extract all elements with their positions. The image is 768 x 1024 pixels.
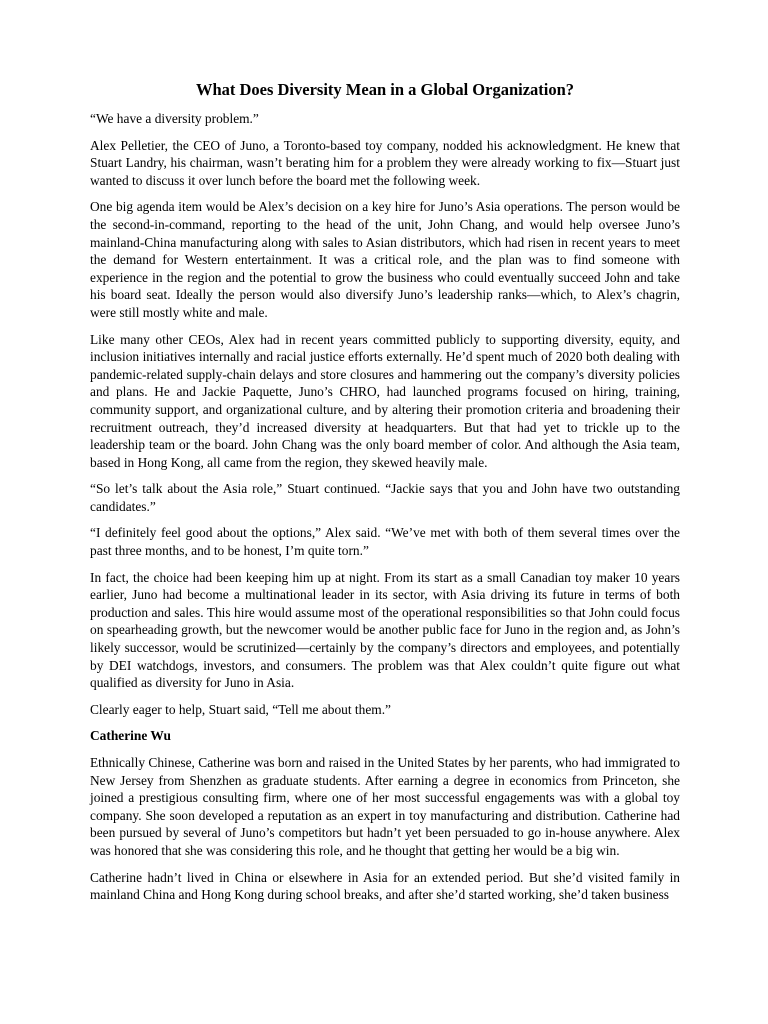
paragraph: In fact, the choice had been keeping him up at night. From its start as a small Canadian toy maker 10 years earlier, Juno had become a multinational leader in its sector, with Asia driving its future in terms of both production and sales. This hire would assume most of the operational responsibilities so that John could focus on spearheading growth, but the newcomer would be another public face for Juno in the region and, as John’s likely successor, would be scrutinized—certainly by the company’s directors and employees, and potentially by DEI watchdogs, investors, and consumers. The problem was that Alex couldn’t quite figure out what qualified as diversity for Juno in Asia.	[90, 569, 680, 691]
paragraph: Ethnically Chinese, Catherine was born and raised in the United States by her parents, who had immigrated to New Jersey from Shenzhen as graduate students. After earning a degree in economics from Princeton, she joined a prestigious consulting firm, where one of her most successful engagements was with a global toy company. She soon developed a reputation as an expert in toy manufacturing and distribution. Catherine had been pursued by several of Juno’s competitors but hadn’t yet been persuaded to go in-house anywhere. Alex was honored that she was considering this role, and he thought that getting her would be a big win.	[90, 755, 680, 858]
paragraph: “So let’s talk about the Asia role,” Stuart continued. “Jackie says that you and John have two outstanding candidates.”	[90, 481, 680, 514]
document-body	[90, 110, 680, 913]
document-page	[90, 0, 680, 1024]
document-title: What Does Diversity Mean in a Global Organization?	[195, 80, 575, 99]
paragraph: Clearly eager to help, Stuart said, “Tell me about them.”	[90, 701, 391, 717]
section-heading: Catherine Wu	[90, 728, 171, 744]
paragraph: Catherine hadn’t lived in China or elsewhere in Asia for an extended period. But she’d visited family in mainland China and Hong Kong during school breaks, and after she’d started working, she’d taken business	[90, 869, 680, 903]
paragraph: Like many other CEOs, Alex had in recent years committed publicly to supporting diversity, equity, and inclusion initiatives internally and racial justice efforts externally. He’d spent much of 2020 both dealing with pandemic-related supply-chain delays and store closures and hammering out the company’s diversity policies and plans. He and Jackie Paquette, Juno’s CHRO, had launched programs focused on hiring, training, community support, and organizational culture, and by altering their promotion criteria and broadening their recruitment outreach, they’d increased diversity at headquarters. But that had yet to trickle up to the leadership team or the board. John Chang was the only board member of color. And although the Asia team, based in Hong Kong, all came from the region, they skewed heavily male.	[90, 331, 680, 470]
paragraph: “I definitely feel good about the options,” Alex said. “We’ve met with both of them several times over the past three months, and to be honest, I’m quite torn.”	[90, 525, 680, 559]
paragraph: Alex Pelletier, the CEO of Juno, a Toronto-based toy company, nodded his acknowledgment. He knew that Stuart Landry, his chairman, wasn’t berating him for a problem they were already working to fix—Stuart just wanted to discuss it over lunch before the board met the following week.	[90, 137, 680, 188]
paragraph: One big agenda item would be Alex’s decision on a key hire for Juno’s Asia operations. The person would be the second-in-command, reporting to the head of the unit, John Chang, and would help oversee Juno’s mainland-China manufacturing along with sales to Asian distributors, which had risen in recent years to meet the demand for Western entertainment. It was a critical role, and the plan was to find someone with experience in the region and the potential to grow the business who could eventually succeed John and take his board seat. Ideally the person would also diversify Juno’s leadership ranks—which, to Alex’s chagrin, were still mostly white and male.	[90, 199, 680, 320]
paragraph: “We have a diversity problem.”	[90, 111, 259, 126]
